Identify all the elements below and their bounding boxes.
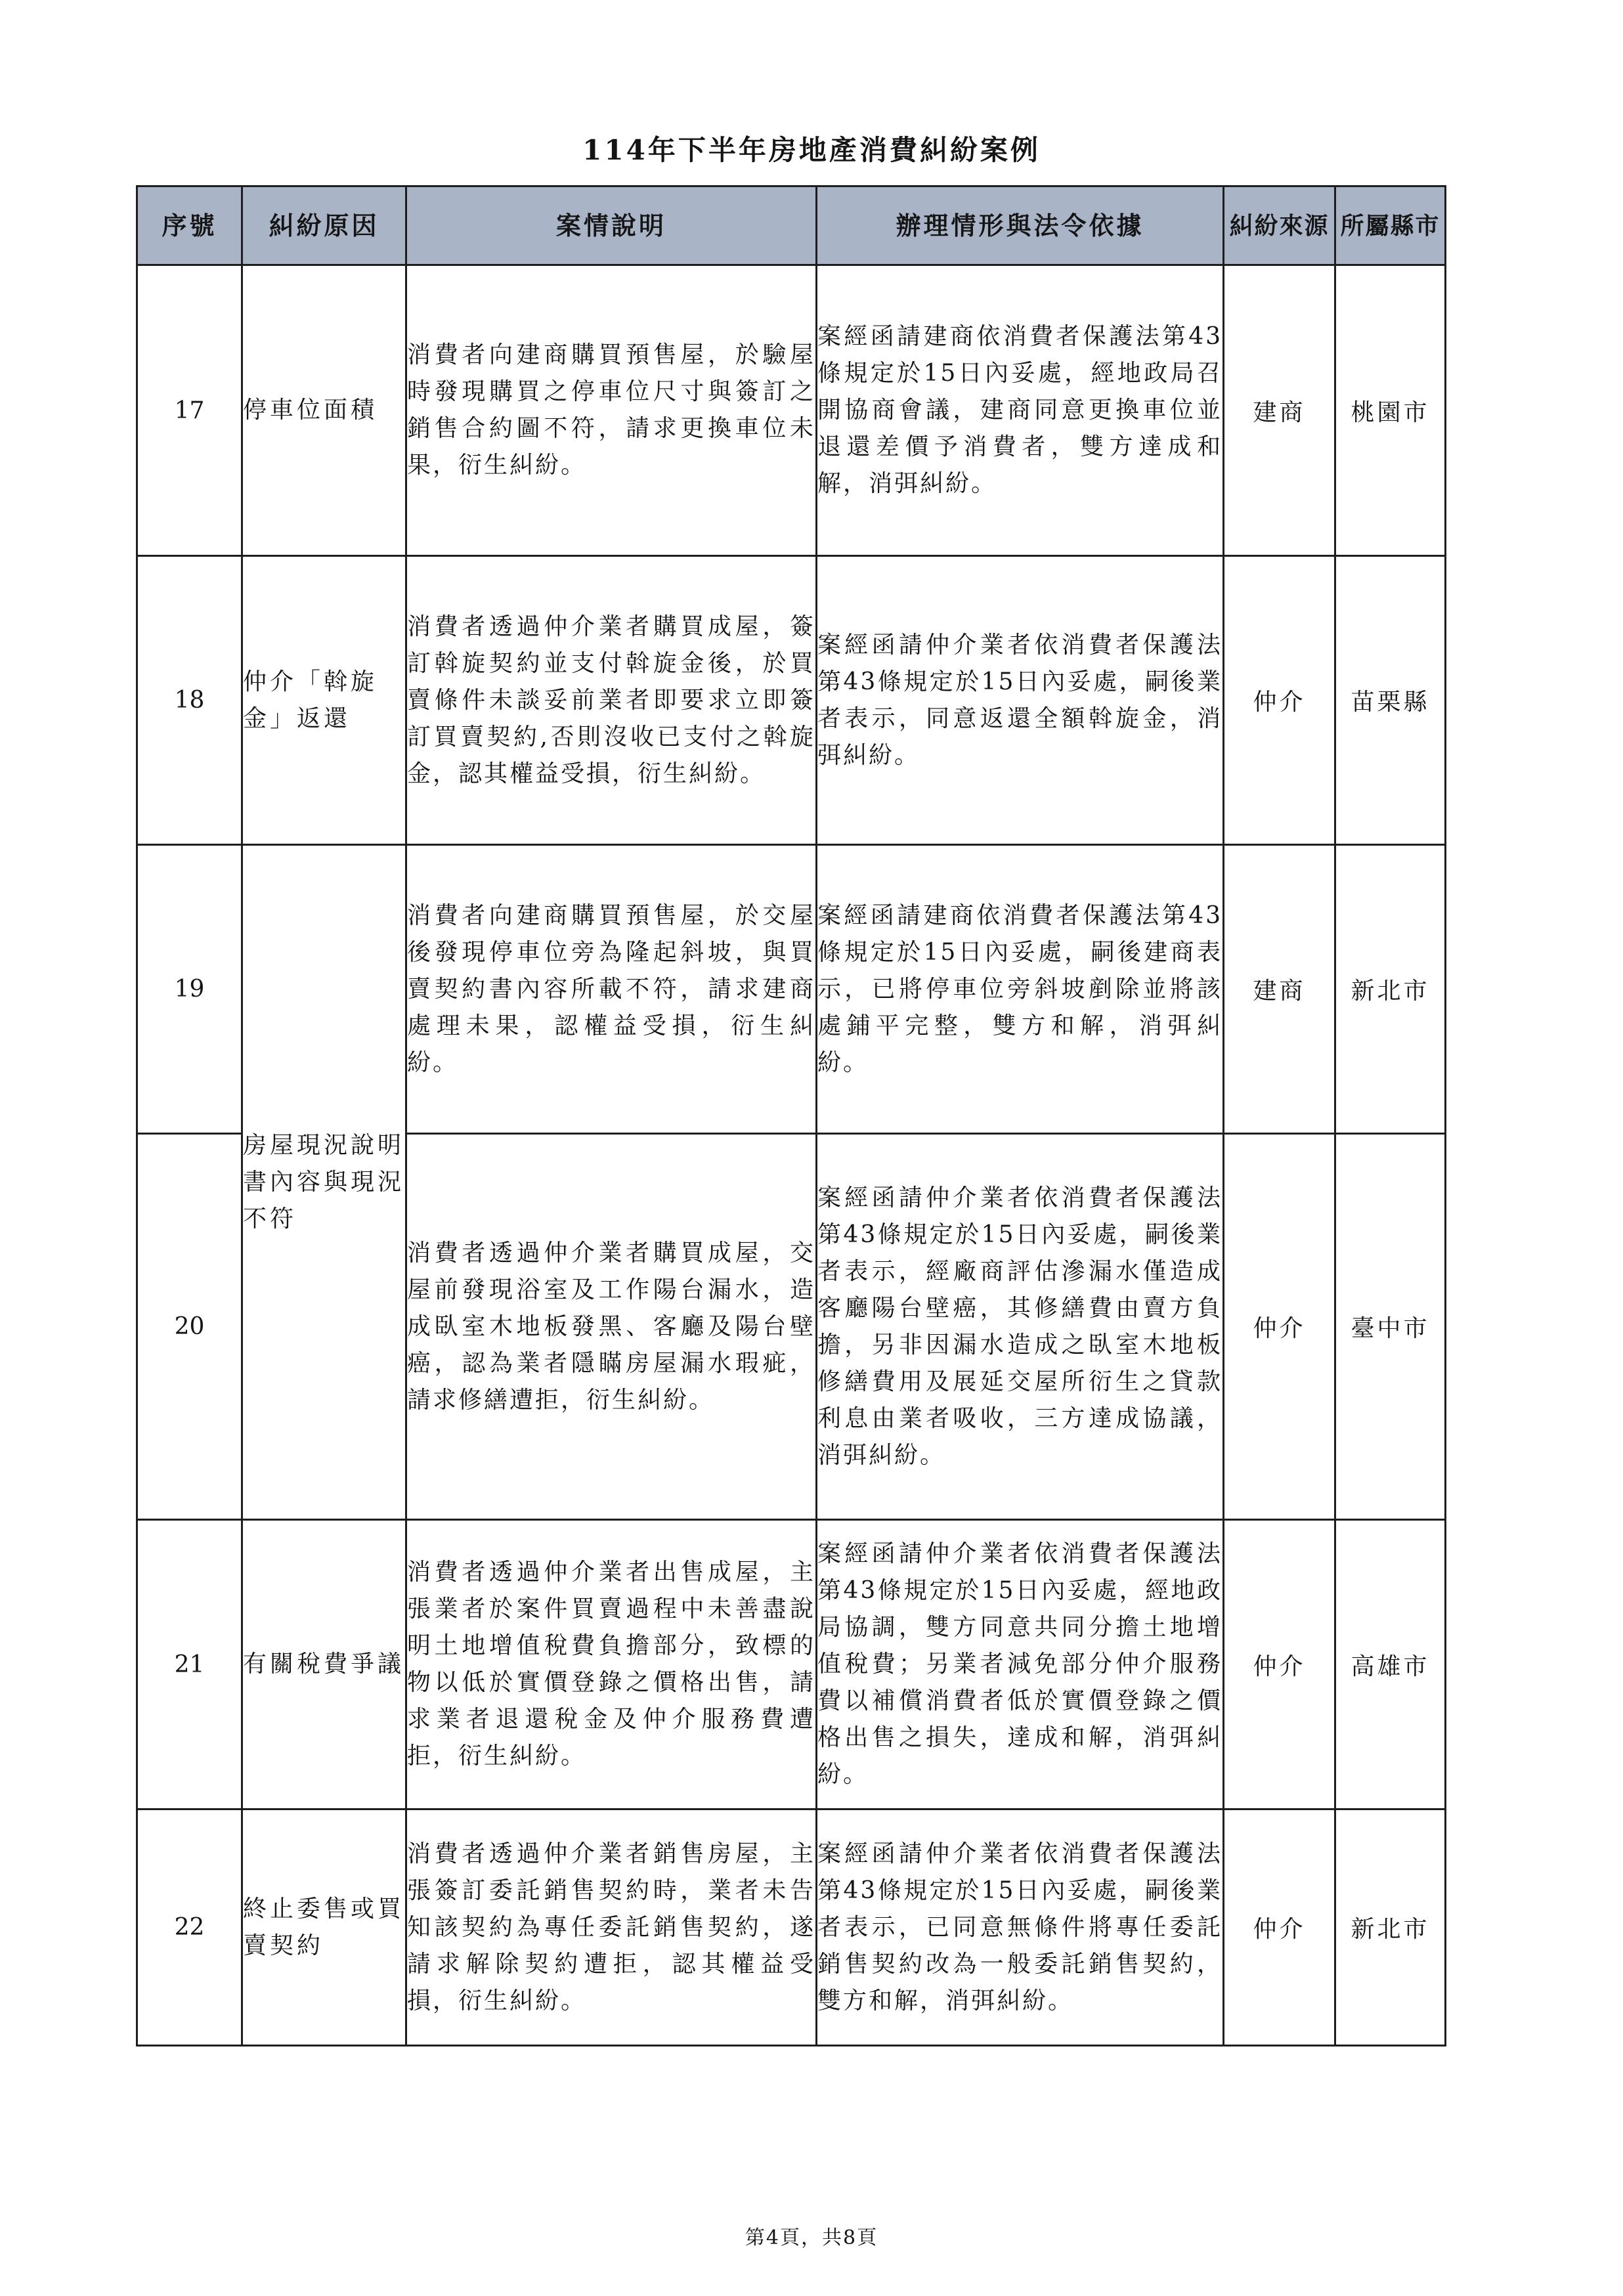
col-header-reason: 糾紛原因	[242, 186, 406, 265]
row-description: 消費者向建商購買預售屋，於驗屋時發現購買之停車位尺寸與簽訂之銷售合約圖不符，請求更換車位未果，衍生糾紛。	[406, 265, 817, 556]
row-city: 桃園市	[1335, 265, 1446, 556]
row-description: 消費者透過仲介業者購買成屋，交屋前發現浴室及工作陽台漏水，造成臥室木地板發黑、客廳及陽台壁癌，認為業者隱瞞房屋漏水瑕疵，請求修繕遭拒，衍生糾紛。	[406, 1134, 817, 1520]
row-reason: 終止委售或買賣契約	[242, 1809, 406, 2046]
row-seq: 19	[137, 845, 242, 1134]
page-title: 114年下半年房地產消費糾紛案例	[582, 134, 1041, 166]
table-row	[137, 1809, 1446, 2046]
row-handling: 案經函請仲介業者依消費者保護法第43條規定於15日內妥處，經地政局協調，雙方同意共同分擔土地增值稅費；另業者減免部分仲介服務費以補償消費者低於實價登錄之價格出售之損失，達成和解，消弭糾紛。	[817, 1520, 1224, 1809]
row-source: 仲介	[1224, 556, 1335, 845]
row-reason: 房屋現況說明書內容與現況不符	[242, 845, 406, 1520]
row-handling: 案經函請建商依消費者保護法第43條規定於15日內妥處，嗣後建商表示，已將停車位旁斜坡剷除並將該處鋪平完整，雙方和解，消弭糾紛。	[817, 845, 1224, 1134]
row-description: 消費者透過仲介業者出售成屋，主張業者於案件買賣過程中未善盡說明土地增值稅費負擔部分，致標的物以低於實價登錄之價格出售，請求業者退還稅金及仲介服務費遭拒，衍生糾紛。	[406, 1520, 817, 1809]
col-header-handling: 辦理情形與法令依據	[817, 186, 1224, 265]
row-seq: 17	[137, 265, 242, 556]
page-number: 第4頁，共8頁	[745, 2226, 878, 2249]
dispute-cases-table	[136, 185, 1446, 2047]
row-handling: 案經函請建商依消費者保護法第43條規定於15日內妥處，經地政局召開協商會議，建商同意更換車位並退還差價予消費者，雙方達成和解，消弭糾紛。	[817, 265, 1224, 556]
row-source: 建商	[1224, 845, 1335, 1134]
row-source: 仲介	[1224, 1809, 1335, 2046]
row-source: 建商	[1224, 265, 1335, 556]
row-city: 新北市	[1335, 1809, 1446, 2046]
table-header-row	[137, 186, 1446, 265]
row-description: 消費者透過仲介業者購買成屋，簽訂斡旋契約並支付斡旋金後，於買賣條件未談妥前業者即要求立即簽訂買賣契約,否則沒收已支付之斡旋金，認其權益受損，衍生糾紛。	[406, 556, 817, 845]
row-seq: 21	[137, 1520, 242, 1809]
row-handling: 案經函請仲介業者依消費者保護法第43條規定於15日內妥處，嗣後業者表示，經廠商評估滲漏水僅造成客廳陽台壁癌，其修繕費由賣方負擔，另非因漏水造成之臥室木地板修繕費用及展延交屋所衍生之貸款利息由業者吸收，三方達成協議，消弭糾紛。	[817, 1134, 1224, 1520]
col-header-description: 案情說明	[406, 186, 817, 265]
row-seq: 18	[137, 556, 242, 845]
table-row	[137, 556, 1446, 845]
row-city: 苗栗縣	[1335, 556, 1446, 845]
row-reason: 有關稅費爭議	[242, 1520, 406, 1809]
table-row	[137, 845, 1446, 1134]
row-seq: 22	[137, 1809, 242, 2046]
row-description: 消費者向建商購買預售屋，於交屋後發現停車位旁為隆起斜坡，與買賣契約書內容所載不符，請求建商處理未果，認權益受損，衍生糾紛。	[406, 845, 817, 1134]
row-city: 高雄市	[1335, 1520, 1446, 1809]
table-row	[137, 1520, 1446, 1809]
row-source: 仲介	[1224, 1134, 1335, 1520]
row-description: 消費者透過仲介業者銷售房屋，主張簽訂委託銷售契約時，業者未告知該契約為專任委託銷售契約，遂請求解除契約遭拒，認其權益受損，衍生糾紛。	[406, 1809, 817, 2046]
row-reason: 仲介「斡旋金」返還	[242, 556, 406, 845]
row-handling: 案經函請仲介業者依消費者保護法第43條規定於15日內妥處，嗣後業者表示，已同意無條件將專任委託銷售契約改為一般委託銷售契約，雙方和解，消弭糾紛。	[817, 1809, 1224, 2046]
col-header-city: 所屬縣市	[1335, 186, 1446, 265]
row-reason: 停車位面積	[242, 265, 406, 556]
table-row	[137, 265, 1446, 556]
col-header-source: 糾紛來源	[1224, 186, 1335, 265]
row-handling: 案經函請仲介業者依消費者保護法第43條規定於15日內妥處，嗣後業者表示，同意返還全額斡旋金，消弭糾紛。	[817, 556, 1224, 845]
col-header-seq: 序號	[137, 186, 242, 265]
row-city: 臺中市	[1335, 1134, 1446, 1520]
row-seq: 20	[137, 1134, 242, 1520]
row-city: 新北市	[1335, 845, 1446, 1134]
row-source: 仲介	[1224, 1520, 1335, 1809]
